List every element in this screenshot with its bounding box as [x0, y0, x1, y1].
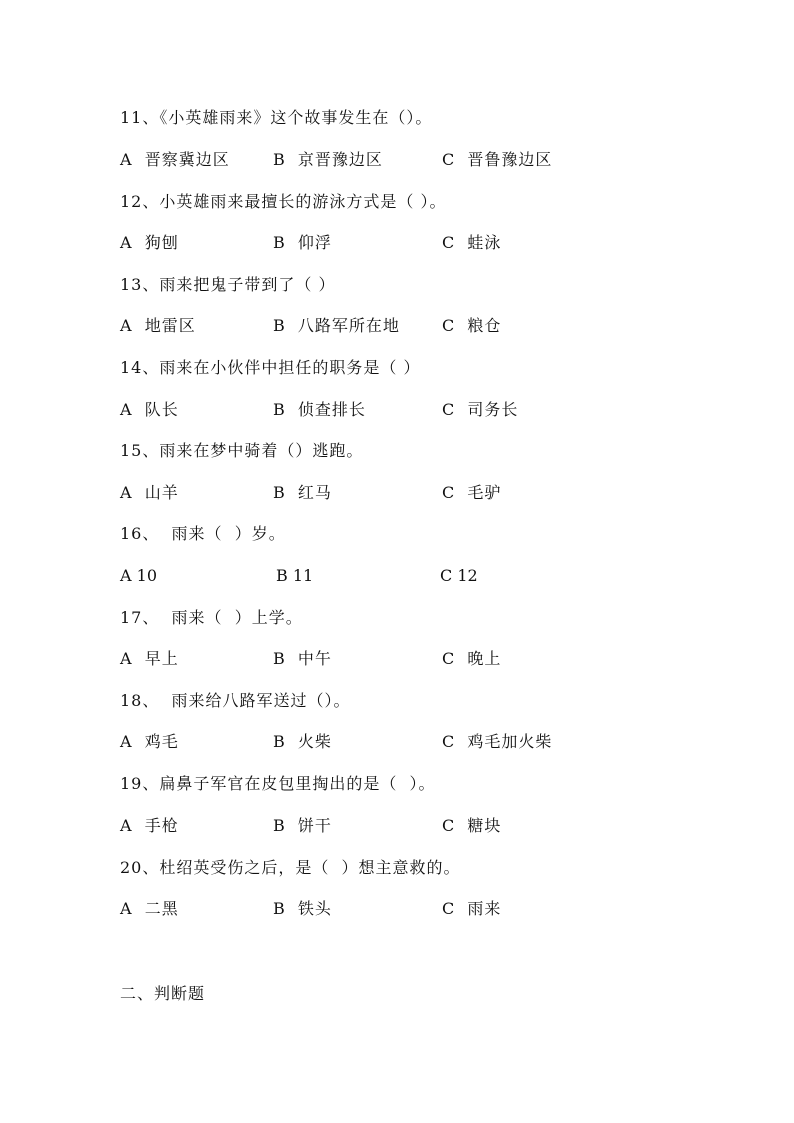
option-19-c: C 糖块	[442, 816, 502, 835]
option-15-c: C 毛驴	[442, 483, 502, 502]
option-19-a: A 手枪	[120, 816, 179, 835]
option-14-a: A 队长	[120, 400, 179, 419]
option-20-b: B 铁头	[273, 899, 332, 918]
option-11-c: C 晋鲁豫边区	[442, 150, 553, 169]
option-16-b: B 11	[276, 566, 314, 585]
question-20: 20、杜绍英受伤之后，是（ ）想主意救的。	[120, 858, 461, 877]
option-18-b: B 火柴	[273, 732, 332, 751]
option-18-c: C 鸡毛加火柴	[442, 732, 553, 751]
option-13-a: A 地雷区	[120, 316, 196, 335]
question-13: 13、雨来把鬼子带到了（ ）	[120, 275, 336, 294]
option-17-b: B 中午	[273, 649, 332, 668]
question-14: 14、雨来在小伙伴中担任的职务是（ ）	[120, 358, 421, 377]
option-17-c: C 晚上	[442, 649, 502, 668]
question-15: 15、雨来在梦中骑着（）逃跑。	[120, 441, 364, 460]
option-11-a: A 晋察冀边区	[120, 150, 230, 169]
option-15-a: A 山羊	[120, 483, 179, 502]
option-19-b: B 饼干	[273, 816, 332, 835]
option-16-a: A 10	[120, 566, 157, 585]
option-14-b: B 侦查排长	[273, 400, 366, 419]
question-12: 12、小英雄雨来最擅长的游泳方式是（ ）。	[120, 192, 447, 211]
option-12-c: C 蛙泳	[442, 233, 502, 252]
option-14-c: C 司务长	[442, 400, 519, 419]
option-15-b: B 红马	[273, 483, 332, 502]
option-13-b: B 八路军所在地	[273, 316, 400, 335]
option-12-a: A 狗刨	[120, 233, 179, 252]
question-16: 16、 雨来（ ）岁。	[120, 524, 286, 543]
option-20-a: A 二黑	[120, 899, 179, 918]
section-title: 二、判断题	[120, 984, 206, 1003]
question-11: 11、《小英雄雨来》这个故事发生在（）。	[120, 108, 433, 127]
option-13-c: C 粮仓	[442, 316, 502, 335]
question-19: 19、扁鼻子军官在皮包里掏出的是（ ）。	[120, 774, 436, 793]
option-11-b: B 京晋豫边区	[273, 150, 383, 169]
option-12-b: B 仰浮	[273, 233, 332, 252]
option-17-a: A 早上	[120, 649, 179, 668]
question-17: 17、 雨来（ ）上学。	[120, 608, 303, 627]
option-18-a: A 鸡毛	[120, 732, 179, 751]
question-18: 18、 雨来给八路军送过（）。	[120, 691, 351, 710]
option-20-c: C 雨来	[442, 899, 502, 918]
option-16-c: C 12	[440, 566, 478, 585]
